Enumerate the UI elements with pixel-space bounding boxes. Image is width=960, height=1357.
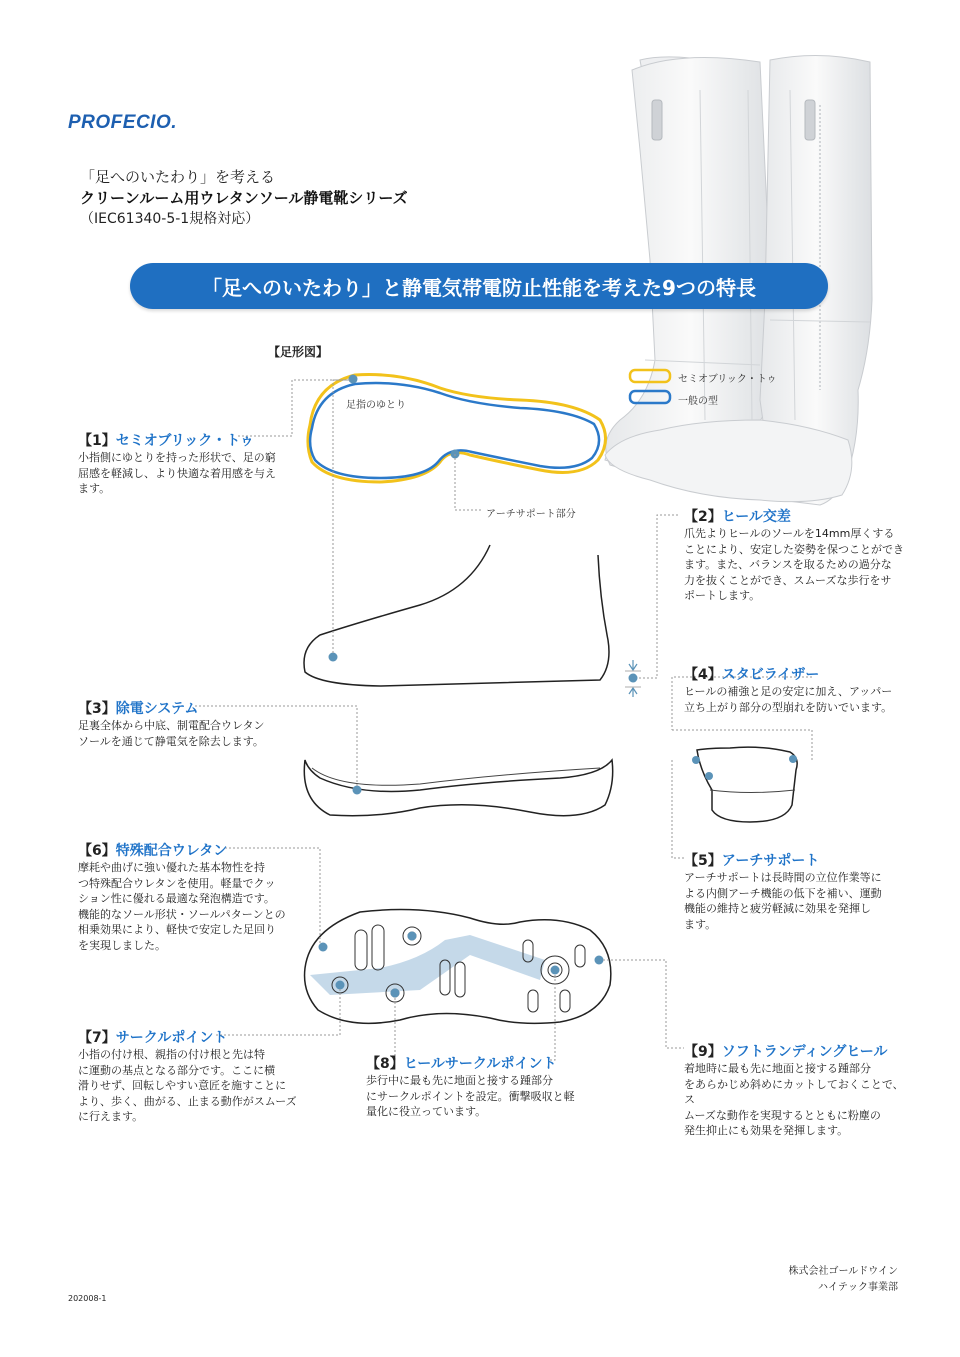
feature-3: [78, 698, 298, 749]
footer-company: 株式会社ゴールドウイン: [788, 1266, 898, 1277]
legend-label-standard: 一般の型: [678, 396, 718, 407]
feature-body: ヒールの補強と足の安定に加え、アッパー 立ち上がり部分の型崩れを防いでいます。: [684, 685, 893, 714]
feature-body: 小指の付け根、親指の付け根と先は特 に運動の基点となる部分です。ここに横 滑りせず、回転しやすい意匠を施すことに より、歩く、曲がる、止まる動作がスムーズ に行えます。: [78, 1048, 297, 1123]
features-banner: 「足へのいたわり」と静電気帯電防止性能を考えた9つの特長: [130, 263, 828, 309]
outsole-bottom-view: [305, 910, 611, 1024]
heel-stabilizer-section: [697, 747, 797, 822]
feature-title: 【3】除電システム: [78, 701, 199, 717]
feature-body: アーチサポートは長時間の立位作業等に よる内側アーチ機能の低下を補い、運動 機能の維持と疲労軽減に効果を発揮し ます。: [684, 871, 882, 931]
footer-division: ハイテック事業部: [818, 1282, 898, 1293]
feature-title: 【2】ヒール交差: [684, 509, 791, 525]
feature-9: [684, 1041, 904, 1139]
marker-static-system: [353, 786, 362, 795]
feature-body: 小指側にゆとりを持った形状で、足の窮 屈感を軽減し、より快適な着用感を与え ます。: [78, 451, 276, 495]
footprint-semi-oblique: [308, 375, 606, 482]
marker-toe: [349, 375, 358, 384]
toe-space-label: 足指のゆとり: [346, 400, 406, 411]
marker-sole-tip: [329, 653, 338, 662]
arch-support-label: アーチサポート部分: [486, 509, 576, 520]
feature-2: [684, 506, 904, 604]
header-standard: （IEC61340-5-1規格対応）: [80, 211, 260, 227]
feature-7: [78, 1027, 298, 1125]
marker-heel-diff: [629, 674, 638, 683]
feature-body: 摩耗や曲げに強い優れた基本物性を持 つ特殊配合ウレタンを使用。軽量でクッ ション性に優れる最適な発泡構造です。 機能的なソール形状・ソールパターンとの 相乗効果により、軽快で安定した足回り を実現しました。: [78, 861, 286, 952]
feature-title: 【8】ヒールサークルポイント: [366, 1056, 557, 1072]
brand-logo: PROFECIO.: [68, 112, 178, 133]
feature-5: [684, 850, 904, 932]
feature-title: 【4】スタビライザー: [684, 667, 820, 683]
foot-side-view: [304, 545, 609, 686]
document-code: 202008-1: [68, 1294, 107, 1303]
feature-title: 【5】アーチサポート: [684, 853, 820, 869]
feature-body: 足裏全体から中底、制電配合ウレタン ソールを通じて静電気を除去します。: [78, 719, 265, 748]
legend-swatch-semi-oblique: [630, 370, 670, 382]
feature-title: 【6】特殊配合ウレタン: [78, 843, 228, 859]
foot-diagram-label: 【足形図】: [268, 345, 329, 359]
feature-body: 歩行中に最も先に地面と接する踵部分 にサークルポイントを設定。衝撃吸収と軽 量化に役立っています。: [366, 1074, 575, 1118]
feature-title: 【1】セミオブリック・トゥ: [78, 433, 254, 449]
feature-body: 着地時に最も先に地面と接する踵部分 をあらかじめ斜めにカットしておくことで、ス ムーズな動作を実現するとともに粉塵の 発生抑止にも効果を発揮します。: [684, 1062, 904, 1137]
midsole-section: [304, 760, 612, 816]
feature-title: 【9】ソフトランディングヒール: [684, 1044, 888, 1060]
feature-1: [78, 430, 288, 497]
feature-4: [684, 664, 914, 715]
header-tagline: 「足へのいたわり」を考える: [80, 168, 276, 186]
feature-6: [78, 840, 298, 953]
feature-title: 【7】サークルポイント: [78, 1030, 228, 1046]
outsole-flow-arrow: [310, 935, 545, 995]
feature-8: [366, 1053, 581, 1120]
feature-body: 爪先よりヒールのソールを14mm厚くする ことにより、安定した姿勢を保つことができ ます。また、バランスを取るための過分な 力を抜くことができ、スムーズな歩行をサ ポートします。: [684, 527, 904, 602]
legend-label-semi-oblique: セミオブリック・トゥ: [678, 374, 777, 385]
header-series-title: クリーンルーム用ウレタンソール静電靴シリーズ: [80, 189, 408, 207]
legend-swatch-standard: [630, 391, 670, 403]
